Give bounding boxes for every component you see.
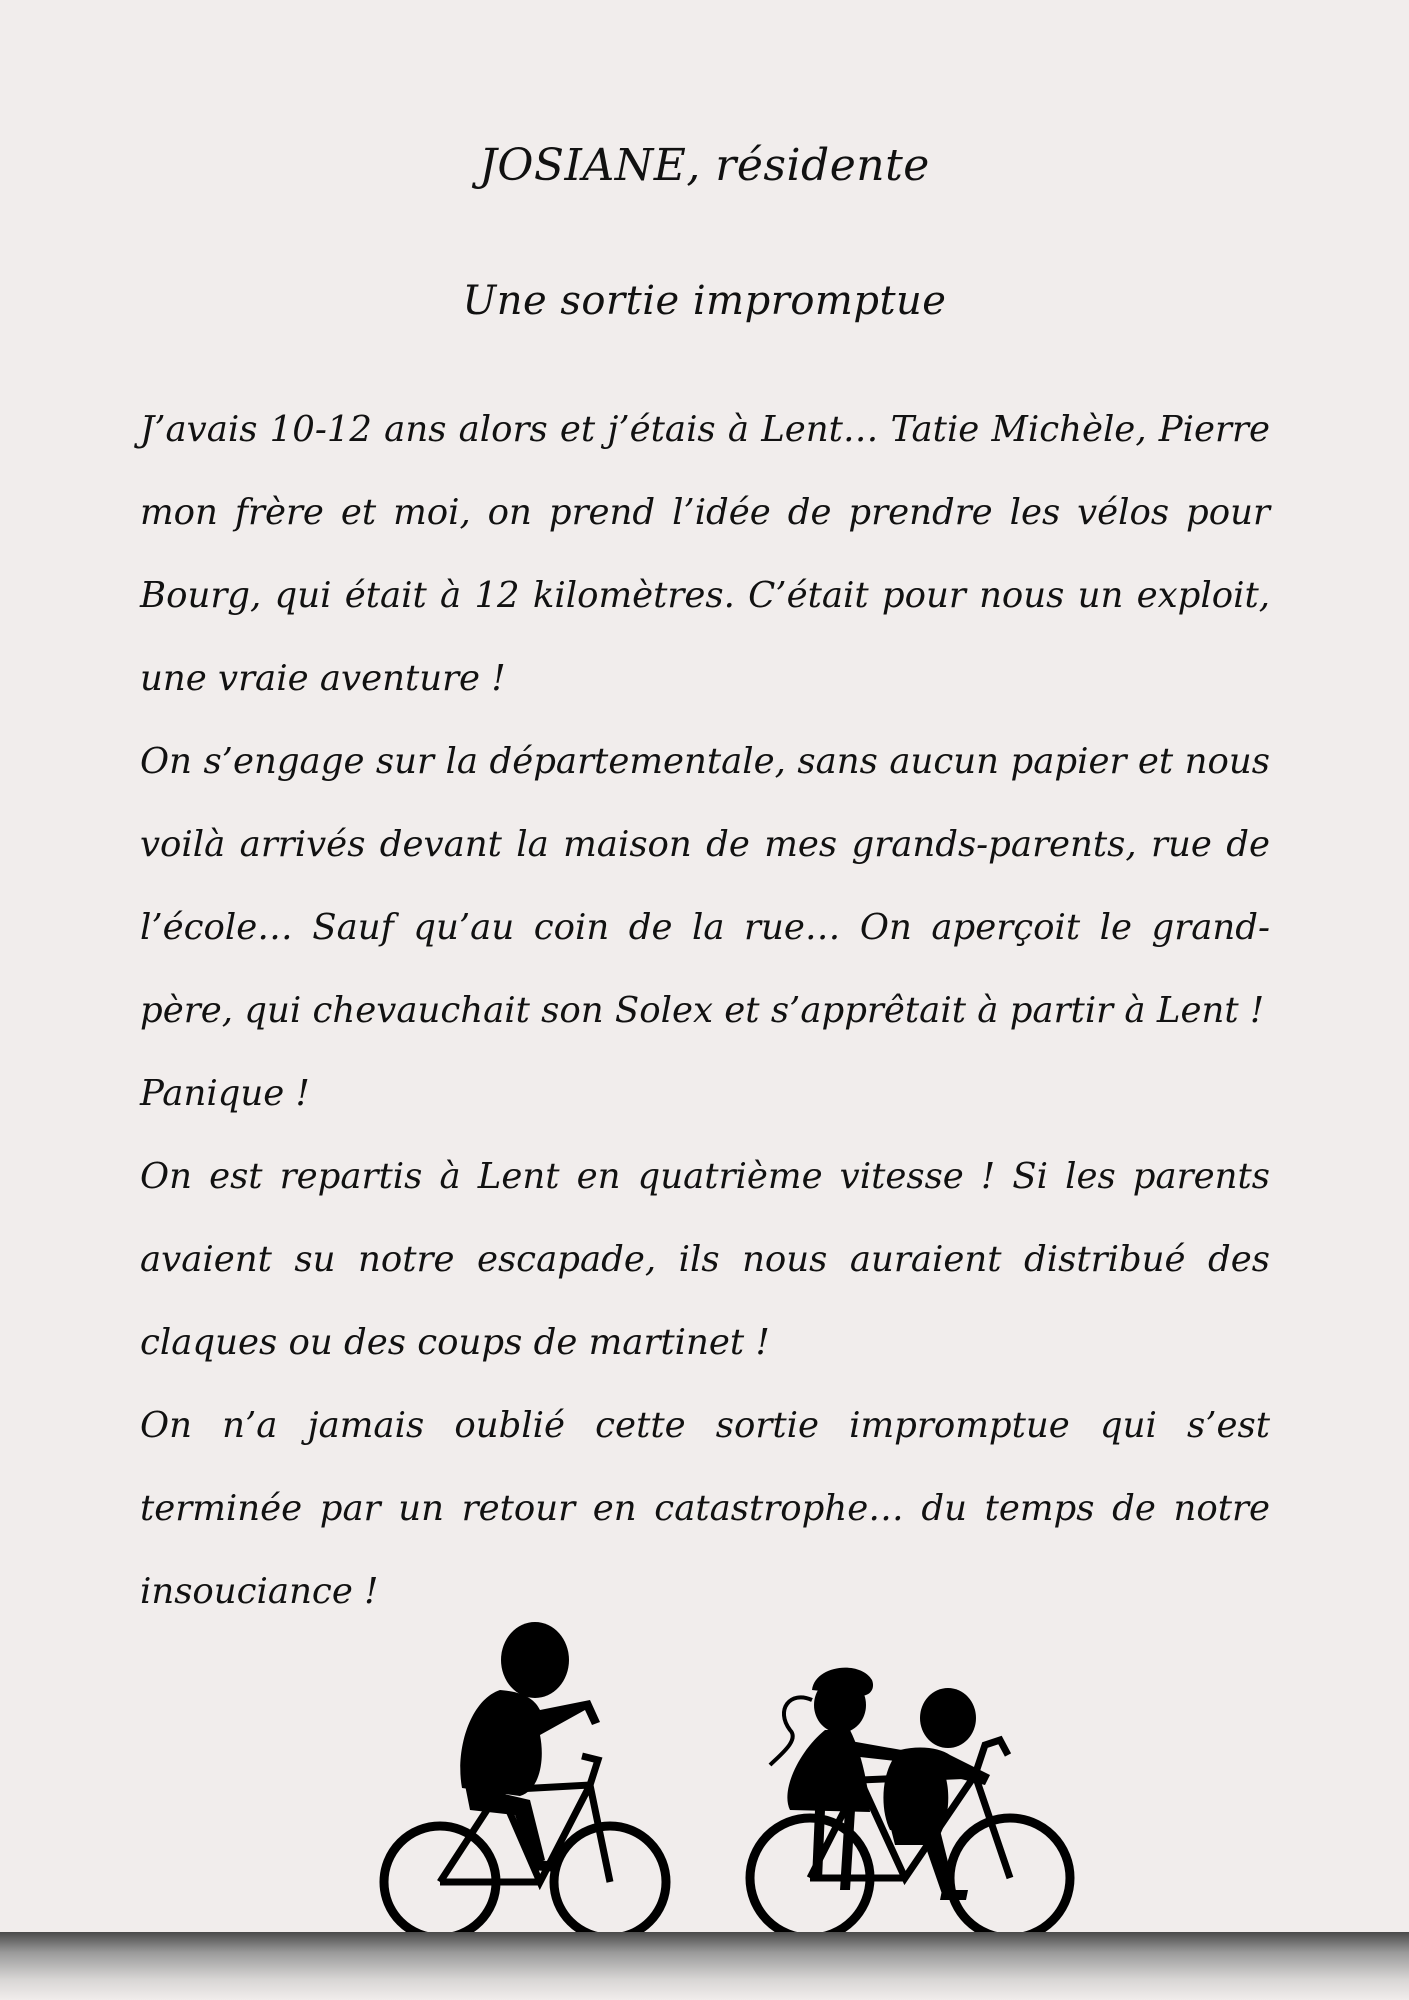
story-body (140, 388, 1270, 1633)
story-paragraph-2: On s’engage sur la départementale, sans aucun papier et nous voilà arrivés devant la maison de mes grands-parents, rue de l’école… Sauf qu’au coin de la rue… On aperçoit le grand-père, qui chevauchait son Solex et s’apprêtait à partir à Lent ! (140, 741, 1270, 1031)
boy-cyclist-silhouette (384, 1622, 666, 1938)
story-title: Une sortie impromptue (462, 278, 947, 324)
story-paragraph-3: Panique ! (140, 1073, 310, 1114)
pair-cyclists-silhouette (750, 1668, 1070, 1938)
ground-shadow (0, 1932, 1409, 2000)
author-heading: JOSIANE, résidente (479, 140, 930, 191)
story-paragraph-1: J’avais 10-12 ans alors et j’étais à Lent… Tatie Michèle, Pierre mon frère et moi, on prend l’idée de prendre les vélos pour Bourg, qui était à 12 kilomètres. C’était pour nous un exploit, une vraie aventure ! (140, 409, 1270, 699)
story-paragraph-5: On n’a jamais oublié cette sortie impromptue qui s’est terminée par un retour en catastrophe… du temps de notre insouciance ! (140, 1405, 1270, 1612)
story-paragraph-4: On est repartis à Lent en quatrième vitesse ! Si les parents avaient su notre escapade, ils nous auraient distribué des claques ou des coups de martinet ! (140, 1156, 1270, 1363)
